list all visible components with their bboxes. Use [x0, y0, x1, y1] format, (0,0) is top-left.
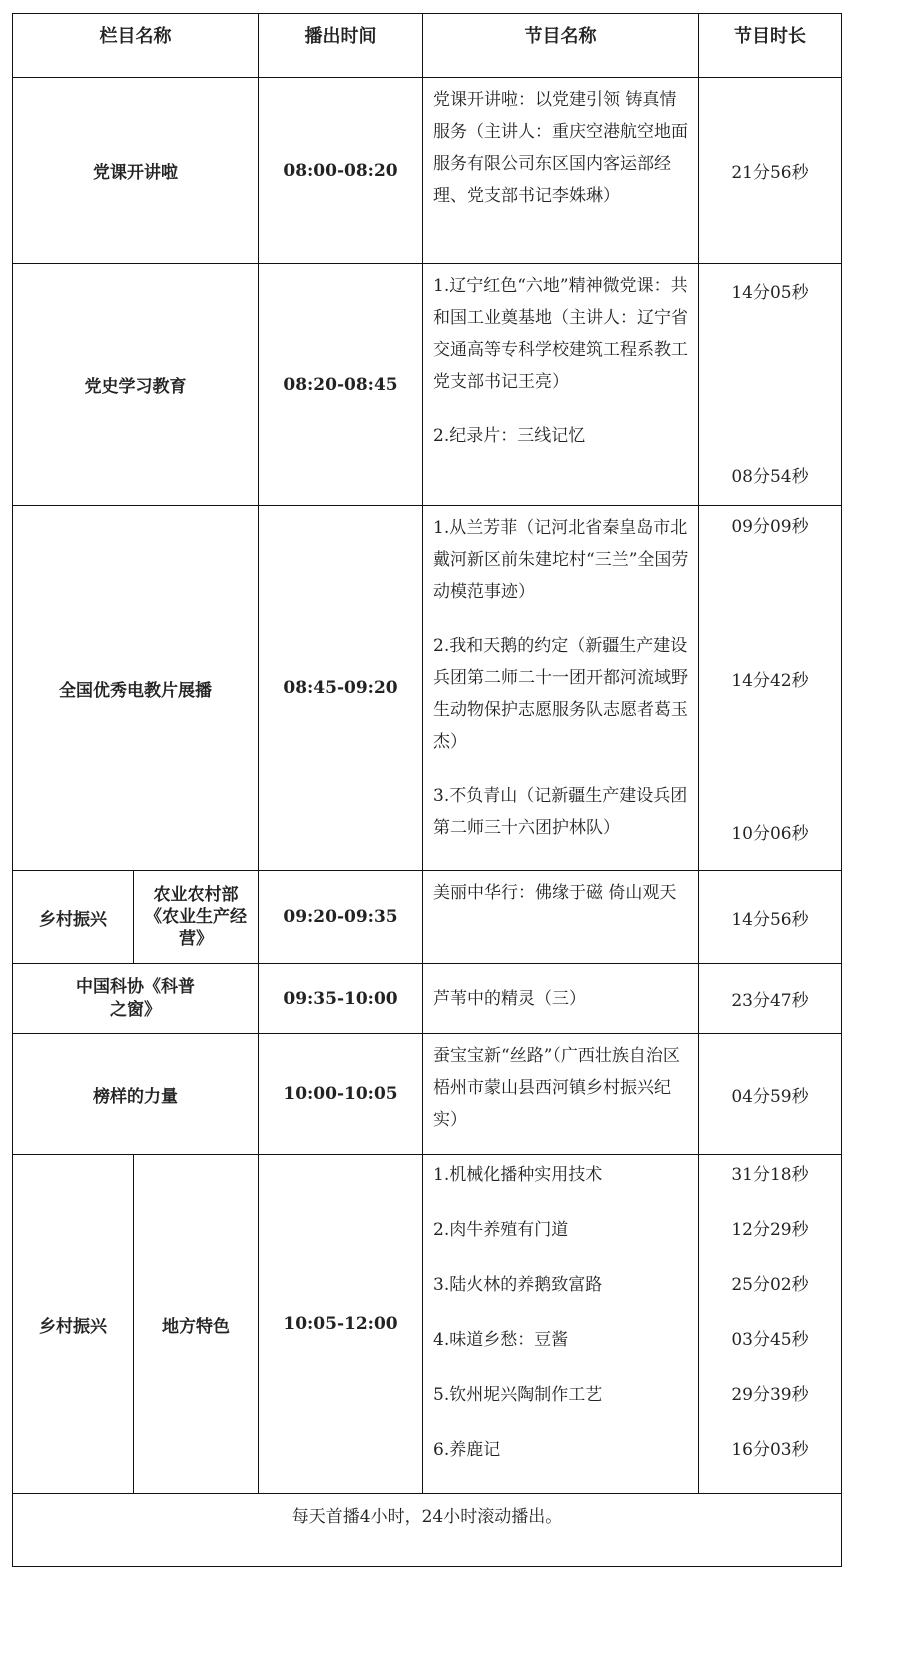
program-item: 1.辽宁红色“六地”精神微党课：共和国工业奠基地（主讲人：辽宁省交通高等专科学校建筑工程系教工党支部书记王亮）	[433, 276, 688, 392]
table-row	[13, 964, 842, 1034]
table-row	[13, 1034, 842, 1155]
table-row	[13, 506, 842, 871]
program-name: 美丽中华行：佛缘于磁 倚山观天	[423, 871, 699, 964]
air-time: 08:45-09:20	[259, 506, 423, 871]
duration: 23分47秒	[699, 964, 842, 1034]
header-column: 栏目名称	[13, 14, 259, 78]
duration-list	[699, 1155, 842, 1494]
duration: 14分42秒	[731, 670, 809, 691]
program-list	[423, 264, 699, 506]
duration: 14分05秒	[731, 283, 809, 303]
air-time: 08:00-08:20	[259, 78, 423, 264]
footer-note: 每天首播4小时，24小时滚动播出。	[13, 1494, 842, 1567]
air-time: 10:00-10:05	[259, 1034, 423, 1155]
duration-list	[699, 264, 842, 506]
column-name: 中国科协《科普之窗》	[13, 964, 259, 1034]
table-row	[13, 871, 842, 964]
table-row	[13, 1155, 842, 1494]
schedule-table	[12, 13, 842, 1567]
program-item: 1.从兰芳菲（记河北省秦皇岛市北戴河新区前朱建坨村“三兰”全国劳动模范事迹）	[433, 518, 689, 602]
duration-list	[699, 506, 842, 871]
program-name: 芦苇中的精灵（三）	[423, 964, 699, 1034]
column-name: 党课开讲啦	[13, 78, 259, 264]
duration: 29分39秒	[731, 1385, 809, 1405]
program-item: 3.陆火林的养鹅致富路	[433, 1275, 603, 1295]
program-item: 4.味道乡愁：豆酱	[433, 1330, 569, 1350]
footer-row	[13, 1494, 842, 1567]
air-time: 09:35-10:00	[259, 964, 423, 1034]
program-name: 党课开讲啦：以党建引领 铸真情服务（主讲人：重庆空港航空地面服务有限公司东区国内客运部经理、党支部书记李姝琳）	[423, 78, 699, 264]
table-row	[13, 264, 842, 506]
program-name: 蚕宝宝新“丝路”（广西壮族自治区梧州市蒙山县西河镇乡村振兴纪实）	[423, 1034, 699, 1155]
duration: 14分56秒	[699, 871, 842, 964]
header-time: 播出时间	[259, 14, 423, 78]
sub-column-name: 地方特色	[134, 1155, 259, 1494]
program-item: 2.肉牛养殖有门道	[433, 1220, 569, 1240]
column-name: 乡村振兴	[13, 871, 134, 964]
duration: 04分59秒	[699, 1034, 842, 1155]
duration: 10分06秒	[731, 824, 809, 844]
program-list	[423, 1155, 699, 1494]
duration: 25分02秒	[731, 1275, 809, 1295]
header-duration: 节目时长	[699, 14, 842, 78]
program-item: 2.我和天鹅的约定（新疆生产建设兵团第二师二十一团开都河流域野生动物保护志愿服务队志愿者葛玉杰）	[433, 636, 688, 752]
air-time: 09:20-09:35	[259, 871, 423, 964]
duration: 21分56秒	[699, 78, 842, 264]
header-program: 节目名称	[423, 14, 699, 78]
duration: 08分54秒	[731, 467, 809, 487]
duration: 09分09秒	[731, 517, 809, 537]
duration: 31分18秒	[731, 1165, 809, 1185]
column-name: 党史学习教育	[13, 264, 259, 506]
program-item: 5.钦州坭兴陶制作工艺	[433, 1385, 603, 1405]
duration: 03分45秒	[731, 1330, 809, 1350]
sub-column-name: 农业农村部《农业生产经营》	[134, 871, 259, 964]
column-name: 全国优秀电教片展播	[13, 506, 259, 871]
duration: 12分29秒	[731, 1220, 809, 1240]
column-name: 榜样的力量	[13, 1034, 259, 1155]
column-name: 乡村振兴	[13, 1155, 134, 1494]
program-item: 6.养鹿记	[433, 1440, 501, 1460]
table-row	[13, 78, 842, 264]
program-list	[423, 506, 699, 871]
air-time: 08:20-08:45	[259, 264, 423, 506]
header-row	[13, 14, 842, 78]
program-item: 3.不负青山（记新疆生产建设兵团第二师三十六团护林队）	[433, 786, 688, 838]
program-item: 1.机械化播种实用技术	[433, 1165, 603, 1185]
air-time: 10:05-12:00	[259, 1155, 423, 1494]
program-item: 2.纪录片：三线记忆	[433, 426, 586, 446]
duration: 16分03秒	[731, 1440, 809, 1460]
